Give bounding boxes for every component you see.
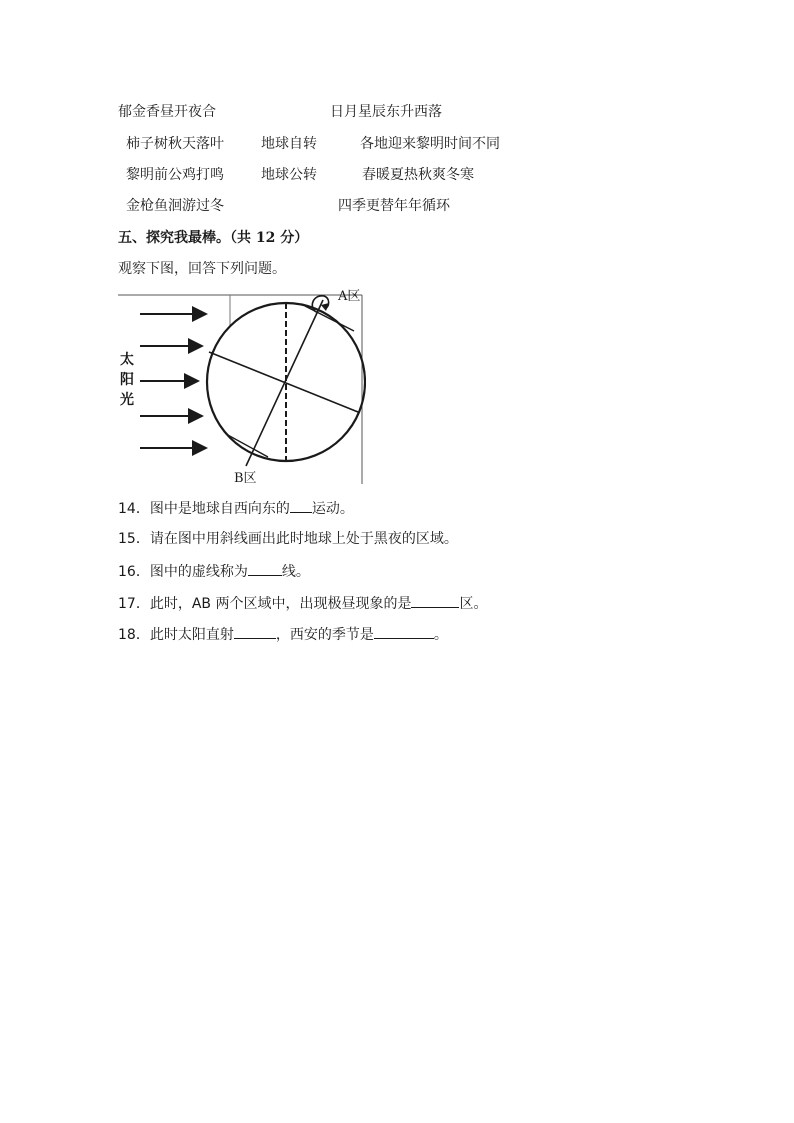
question-16 (118, 561, 310, 581)
match-right-4: 四季更替年年循环 (338, 198, 450, 214)
answer-blank-18a[interactable] (234, 624, 276, 639)
arctic-circle-line (305, 306, 354, 331)
question-18-tail: 。 (433, 627, 448, 643)
antarctic-circle-line (226, 434, 268, 457)
match-right-1: 日月星辰东升西落 (330, 104, 442, 120)
answer-blank-17[interactable] (411, 593, 459, 608)
question-18-text: 18．此时太阳直射 (118, 627, 234, 643)
question-14-tail: 运动。 (311, 501, 354, 517)
section-heading: 五、探究我最棒。（共 12 分） (118, 230, 309, 246)
question-16-text: 16．图中的虚线称为 (118, 564, 248, 580)
question-16-tail: 线。 (281, 564, 310, 580)
match-left-4: 金枪鱼洄游过冬 (126, 198, 224, 214)
question-14-text: 14．图中是地球自西向东的 (118, 501, 290, 517)
match-middle-2: 地球公转 (261, 167, 317, 183)
answer-blank-14[interactable] (290, 498, 312, 513)
question-17-text: 17．此时，AB 两个区域中，出现极昼现象的是 (118, 596, 412, 612)
sun-label-2: 阳 (120, 372, 134, 388)
question-18-middle: ，西安的季节是 (275, 627, 374, 643)
question-15 (118, 530, 458, 548)
match-right-3: 春暖夏热秋爽冬寒 (362, 167, 474, 183)
answer-blank-18b[interactable] (374, 624, 434, 639)
question-15-text: 15．请在图中用斜线画出此时地球上处于黑夜的区域。 (118, 531, 458, 547)
question-17 (118, 593, 487, 613)
match-left-3: 黎明前公鸡打鸣 (126, 167, 224, 183)
sun-label-1: 太 (120, 352, 134, 368)
diagram-svg (118, 286, 366, 486)
label-a: A区 (338, 289, 361, 304)
equator-line (209, 352, 358, 412)
question-17-tail: 区。 (459, 596, 488, 612)
sun-label-3: 光 (120, 392, 134, 408)
section-instruction: 观察下图，回答下列问题。 (118, 261, 286, 277)
answer-blank-16[interactable] (248, 561, 282, 576)
match-left-2: 柿子树秋天落叶 (126, 136, 224, 152)
match-left-1: 郁金香昼开夜合 (118, 104, 216, 120)
question-14 (118, 498, 354, 518)
question-18 (118, 624, 448, 644)
match-right-2: 各地迎来黎明时间不同 (360, 136, 500, 152)
label-b: B区 (234, 471, 257, 486)
earth-sunlight-diagram (118, 286, 366, 486)
match-middle-1: 地球自转 (261, 136, 317, 152)
